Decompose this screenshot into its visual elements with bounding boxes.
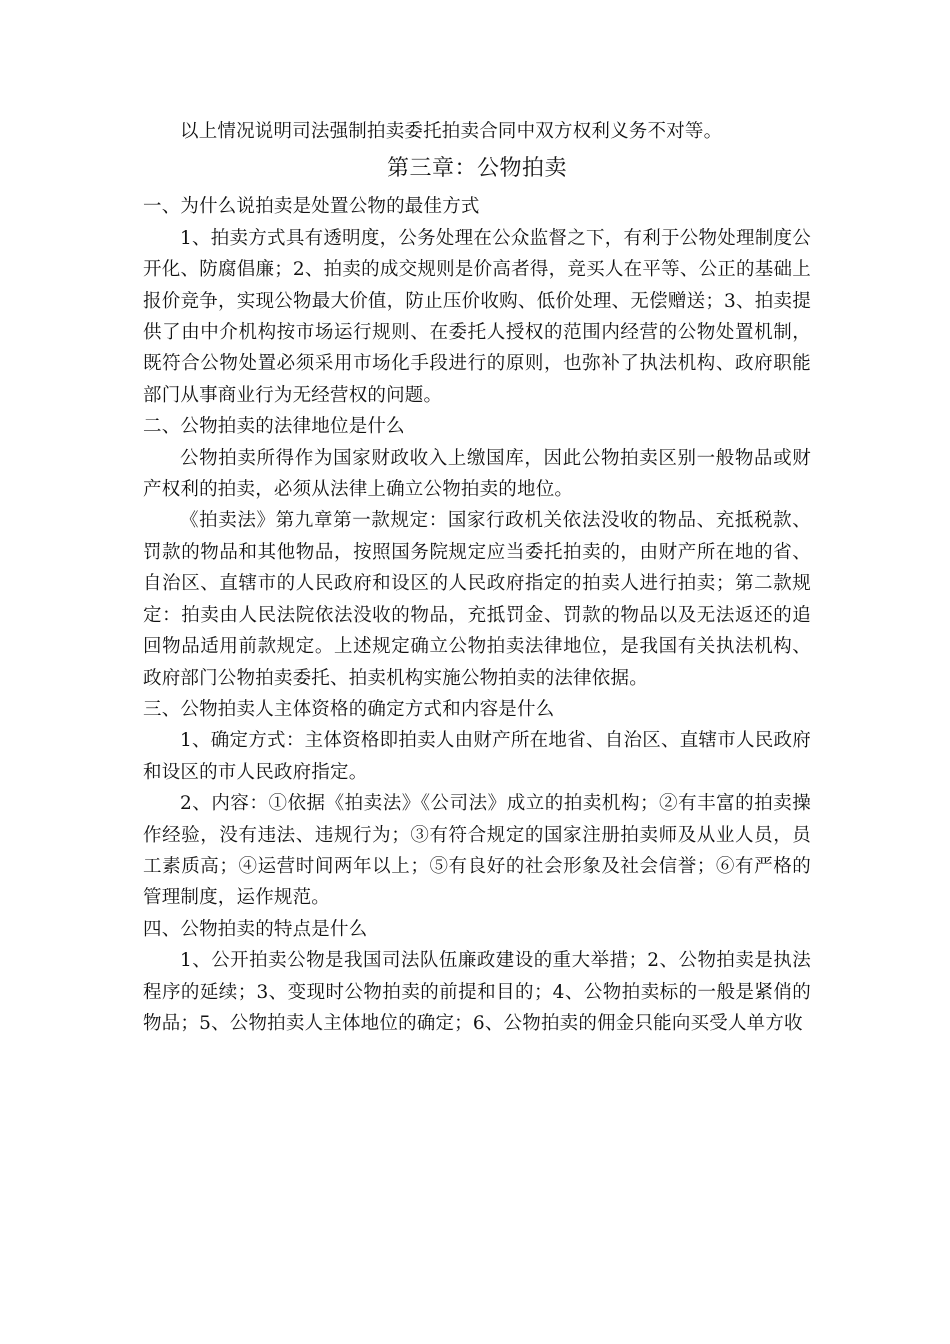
body-paragraph: 《拍卖法》第九章第一款规定：国家行政机关依法没收的物品、充抵税款、罚款的物品和其他物品，按照国务院规定应当委托拍卖的，由财产所在地的省、自治区、直辖市的人民政府和设区的人民政府指定的拍卖人进行拍卖；第二款规定：拍卖由人民法院依法没收的物品，充抵罚金、罚款的物品以及无法返还的追回物品适用前款规定。上述规定确立公物拍卖法律地位，是我国有关执法机构、政府部门公物拍卖委托、拍卖机构实施公物拍卖的法律依据。 — [143, 510, 811, 689]
chapter-title: 第三章：公物拍卖 — [386, 156, 567, 182]
intro-paragraph: 以上情况说明司法强制拍卖委托拍卖合同中双方权利义务不对等。 — [180, 121, 723, 142]
section-heading: 一、为什么说拍卖是处置公物的最佳方式 — [143, 196, 480, 218]
section-heading: 三、公物拍卖人主体资格的确定方式和内容是什么 — [143, 698, 555, 720]
document-page — [143, 116, 811, 1039]
body-paragraph: 1、确定方式：主体资格即拍卖人由财产所在地省、自治区、直辖市人民政府和设区的市人民政府指定。 — [143, 730, 811, 783]
body-paragraph: 1、拍卖方式具有透明度，公务处理在公众监督之下，有利于公物处理制度公开化、防腐倡廉；2、拍卖的成交规则是价高者得，竞买人在平等、公正的基础上报价竞争，实现公物最大价值，防止压价收购、低价处理、无偿赠送；3、拍卖提供了由中介机构按市场运行规则、在委托人授权的范围内经营的公物处置机制，既符合公物处置必须采用市场化手段进行的原则，也弥补了执法机构、政府职能部门从事商业行为无经营权的问题。 — [143, 227, 811, 406]
section-heading: 二、公物拍卖的法律地位是什么 — [143, 416, 405, 438]
body-paragraph: 公物拍卖所得作为国家财政收入上缴国库，因此公物拍卖区别一般物品或财产权利的拍卖，必须从法律上确立公物拍卖的地位。 — [143, 447, 811, 501]
body-paragraph: 1、公开拍卖公物是我国司法队伍廉政建设的重大举措；2、公物拍卖是执法程序的延续；3、变现时公物拍卖的前提和目的；4、公物拍卖标的一般是紧俏的物品；5、公物拍卖人主体地位的确定；6、公物拍卖的佣金只能向买受人单方收 — [143, 950, 811, 1034]
section-heading: 四、公物拍卖的特点是什么 — [143, 918, 368, 940]
body-paragraph: 2、内容：①依据《拍卖法》《公司法》成立的拍卖机构；②有丰富的拍卖操作经验，没有违法、违规行为；③有符合规定的国家注册拍卖师及从业人员，员工素质高；④运营时间两年以上；⑤有良好的社会形象及社会信誉；⑥有严格的管理制度，运作规范。 — [143, 793, 811, 909]
